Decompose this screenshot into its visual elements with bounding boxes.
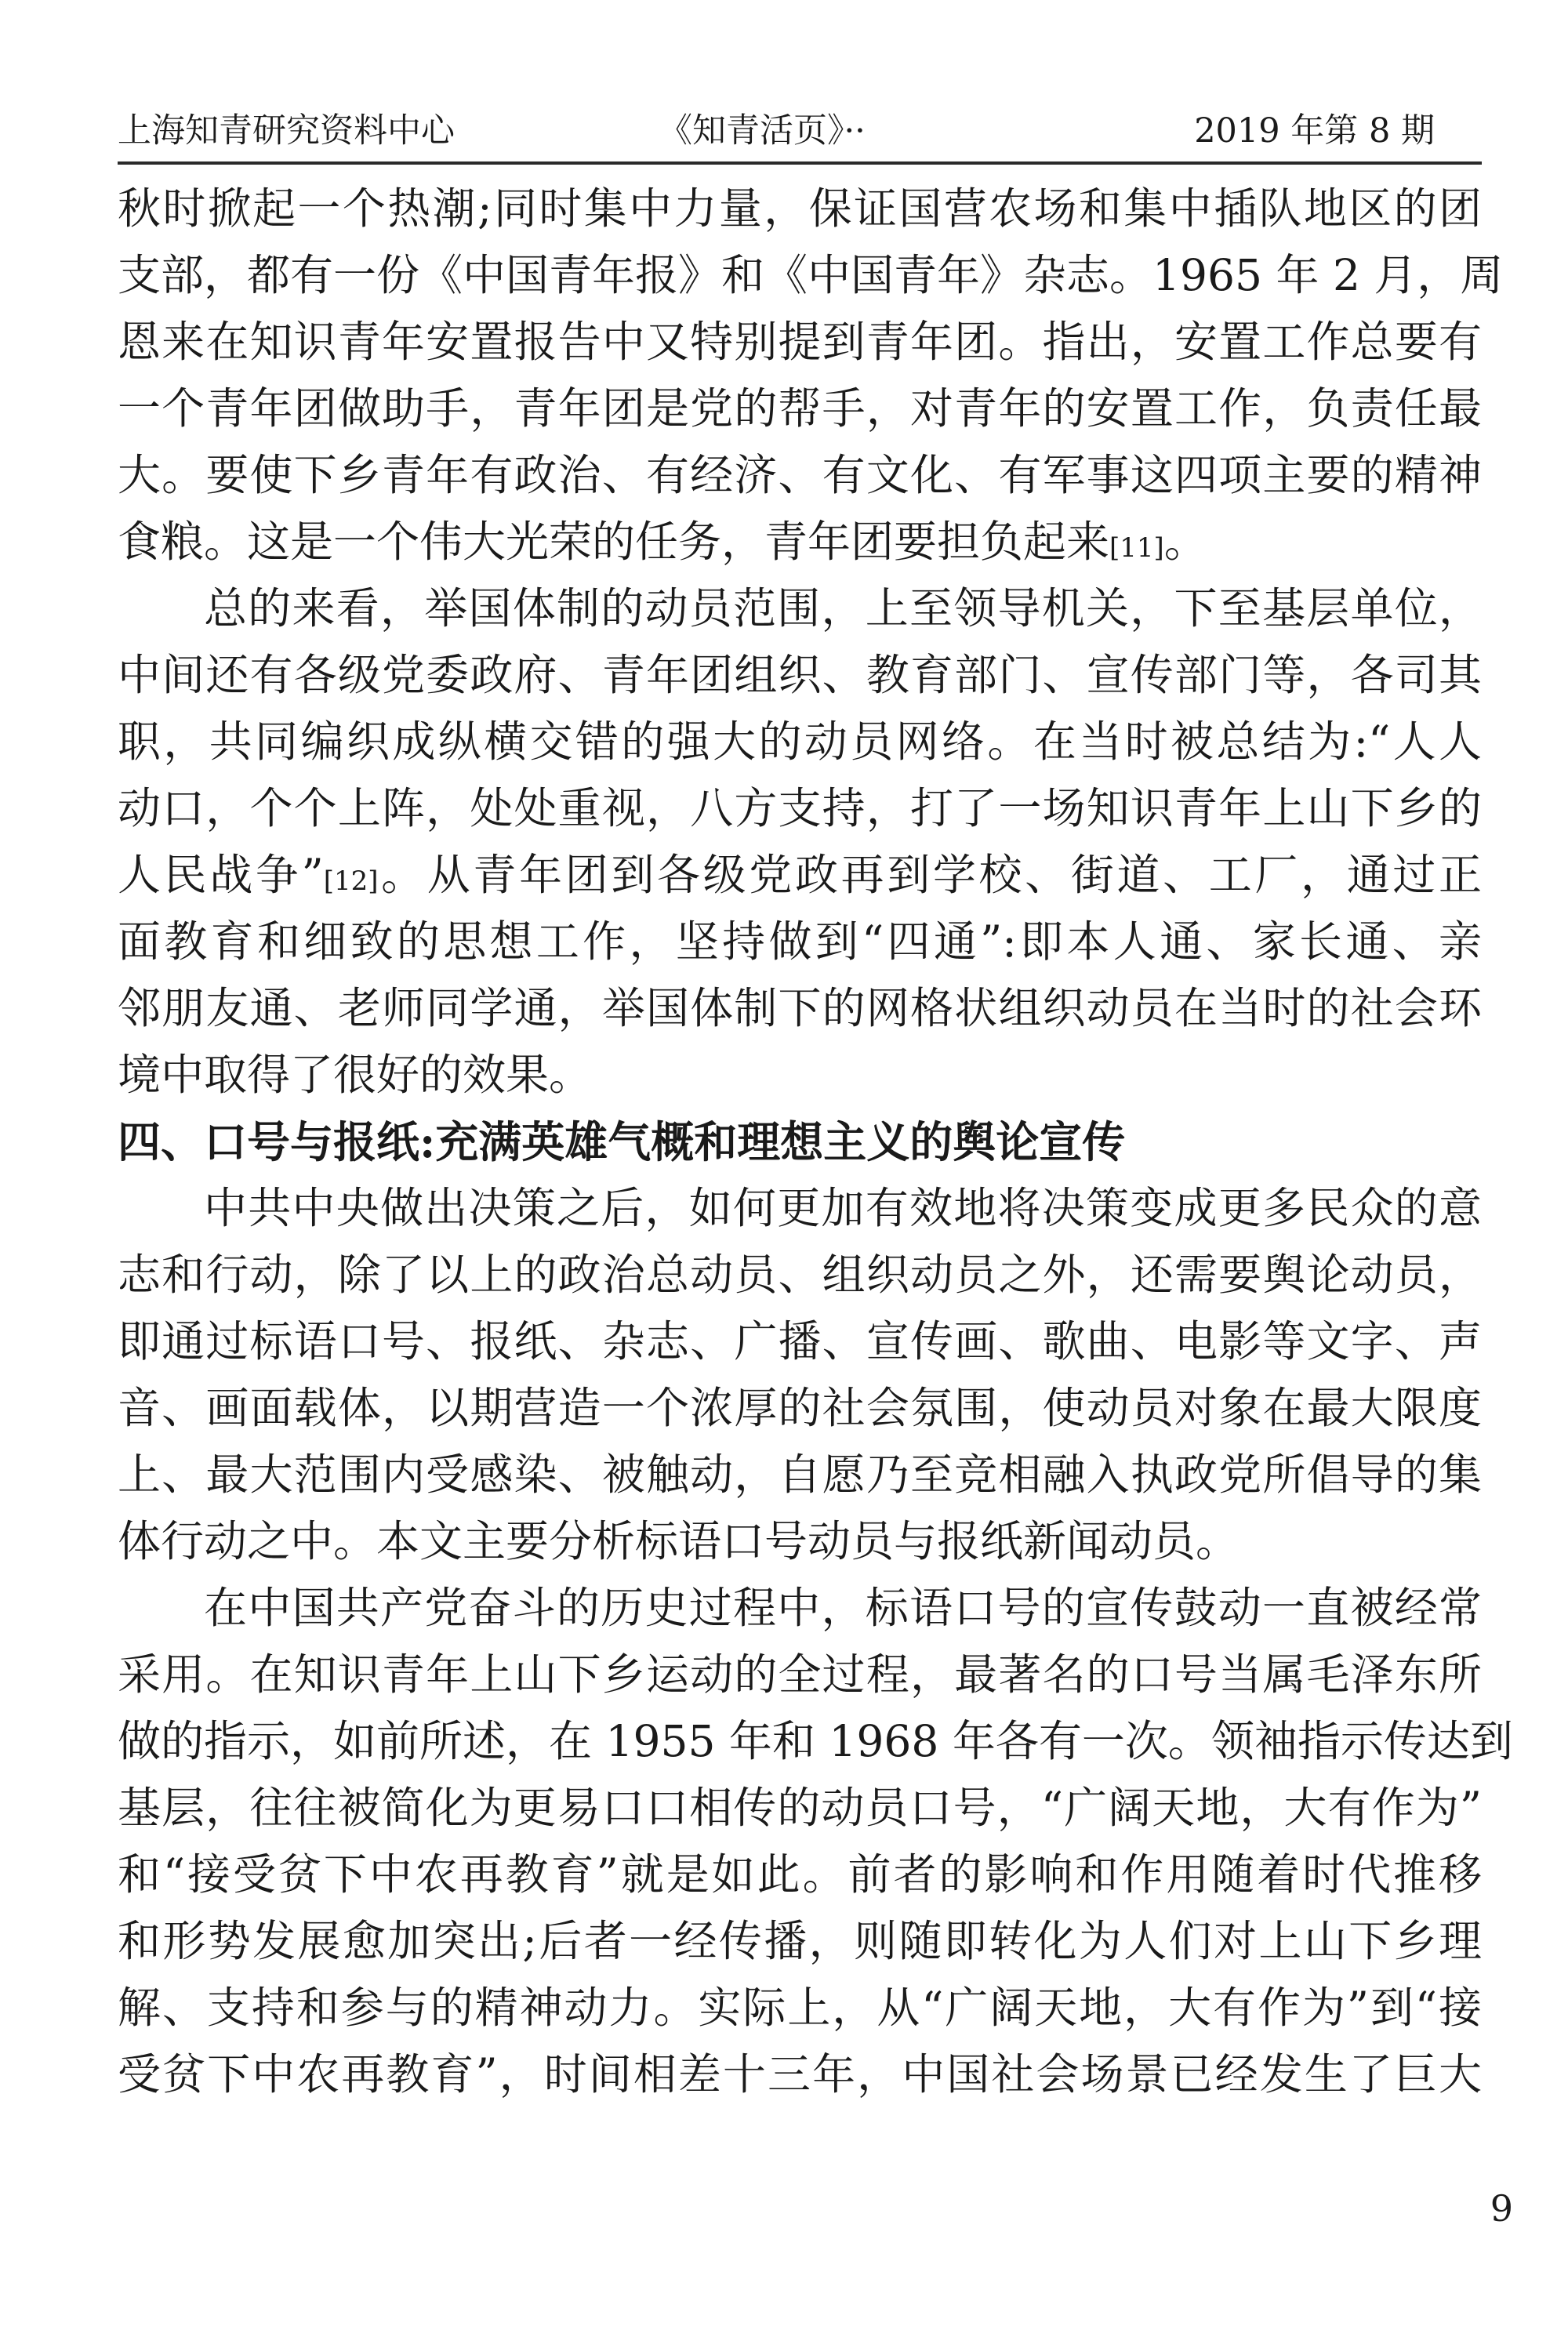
line-text: 境中取得了很好的效果。 [118,1050,593,1100]
text-line [118,909,1482,975]
line-text: 支部，都有一份《中国青年报》和《中国青年》杂志。1965 年 2 月，周 [118,250,1504,300]
text-line [118,975,1482,1042]
line-text: 采用。在知识青年上山下乡运动的全过程，最著名的口号当属毛泽东所 [118,1649,1482,1700]
text-line [118,1842,1482,1908]
section-heading [118,1109,1482,1175]
line-text: 动口，个个上阵，处处重视，八方支持，打了一场知识青年上山下乡的 [118,783,1482,833]
text-line [118,575,1482,642]
line-text: 食粮。这是一个伟大光荣的任务，青年团要担负起来 [118,517,1110,567]
line-text-continued: 。从青年团到各级党政再到学校、街道、工厂，通过正 [378,850,1482,900]
text-line [118,1308,1482,1375]
page-number: 9 [1490,2187,1513,2230]
line-text: 即通过标语口号、报纸、杂志、广播、宣传画、歌曲、电影等文字、声 [118,1316,1482,1366]
text-line [118,1242,1482,1308]
text-line [118,1775,1482,1842]
line-text: 面教育和细致的思想工作，坚持做到“四通”:即本人通、家长通、亲 [118,916,1482,967]
text-line [118,376,1482,442]
line-text: 人民战争” [118,850,324,900]
line-text-continued: 。 [1163,517,1207,567]
line-text: 四、口号与报纸:充满英雄气概和理想主义的舆论宣传 [118,1116,1126,1167]
citation-ref: [11] [1109,532,1164,564]
header-publisher: 上海知青研究资料中心 [118,111,455,151]
text-line [118,709,1482,775]
text-line [118,1442,1482,1508]
running-header [118,103,1482,158]
text-line [118,242,1504,309]
header-issue: 2019 年第 8 期 [1194,111,1435,151]
text-line [118,1175,1482,1242]
text-line [118,1042,1482,1109]
text-line [118,176,1482,242]
text-line [118,309,1482,376]
line-text: 总的来看，举国体制的动员范围，上至领导机关，下至基层单位， [204,583,1482,633]
line-text: 一个青年团做助手，青年团是党的帮手，对青年的安置工作，负责任最 [118,383,1482,434]
line-text: 职，共同编织成纵横交错的强大的动员网络。在当时被总结为:“人人 [118,717,1482,767]
text-line [118,1642,1482,1708]
text-line [118,1908,1482,1975]
line-text: 恩来在知识青年安置报告中又特别提到青年团。指出，安置工作总要有 [118,317,1482,367]
line-text: 基层，往往被简化为更易口口相传的动员口号，“广阔天地，大有作为” [118,1783,1482,1833]
text-line [118,2041,1482,2108]
line-text: 秋时掀起一个热潮;同时集中力量，保证国营农场和集中插队地区的团 [118,183,1482,234]
line-text: 中间还有各级党委政府、青年团组织、教育部门、宣传部门等，各司其 [118,650,1482,700]
line-text: 体行动之中。本文主要分析标语口号动员与报纸新闻动员。 [118,1516,1240,1566]
text-line [118,1575,1482,1642]
line-text: 和形势发展愈加突出;后者一经传播，则随即转化为人们对上山下乡理 [118,1916,1482,1966]
citation-ref: [12] [323,865,379,897]
text-line [118,775,1482,842]
text-line [118,1508,1482,1575]
line-text: 中共中央做出决策之后，如何更加有效地将决策变成更多民众的意 [204,1183,1482,1233]
line-text: 音、画面载体，以期营造一个浓厚的社会氛围，使动员对象在最大限度 [118,1383,1482,1433]
text-line [118,442,1482,509]
text-line [118,1375,1482,1442]
line-text: 上、最大范围内受感染、被触动，自愿乃至竞相融入执政党所倡导的集 [118,1450,1482,1500]
line-text: 和“接受贫下中农再教育”就是如此。前者的影响和作用随着时代推移 [118,1849,1482,1900]
header-journal-title: 《知青活页》·· [659,111,866,151]
text-line [118,1708,1513,1775]
header-rule [118,161,1482,165]
line-text: 志和行动，除了以上的政治总动员、组织动员之外，还需要舆论动员， [118,1250,1482,1300]
text-line [118,509,1482,575]
line-text: 受贫下中农再教育”，时间相差十三年，中国社会场景已经发生了巨大 [118,2049,1482,2099]
line-text: 做的指示，如前所述，在 1955 年和 1968 年各有一次。领袖指示传达到 [118,1716,1513,1766]
line-text: 解、支持和参与的精神动力。实际上，从“广阔天地，大有作为”到“接 [118,1983,1482,2033]
text-line [118,1975,1482,2041]
line-text: 在中国共产党奋斗的历史过程中，标语口号的宣传鼓动一直被经常 [204,1583,1482,1633]
line-text: 邻朋友通、老师同学通，举国体制下的网格状组织动员在当时的社会环 [118,983,1482,1033]
body-text [118,176,1513,2108]
line-text: 大。要使下乡青年有政治、有经济、有文化、有军事这四项主要的精神 [118,450,1482,500]
text-line [118,642,1482,709]
text-line [118,842,1482,909]
